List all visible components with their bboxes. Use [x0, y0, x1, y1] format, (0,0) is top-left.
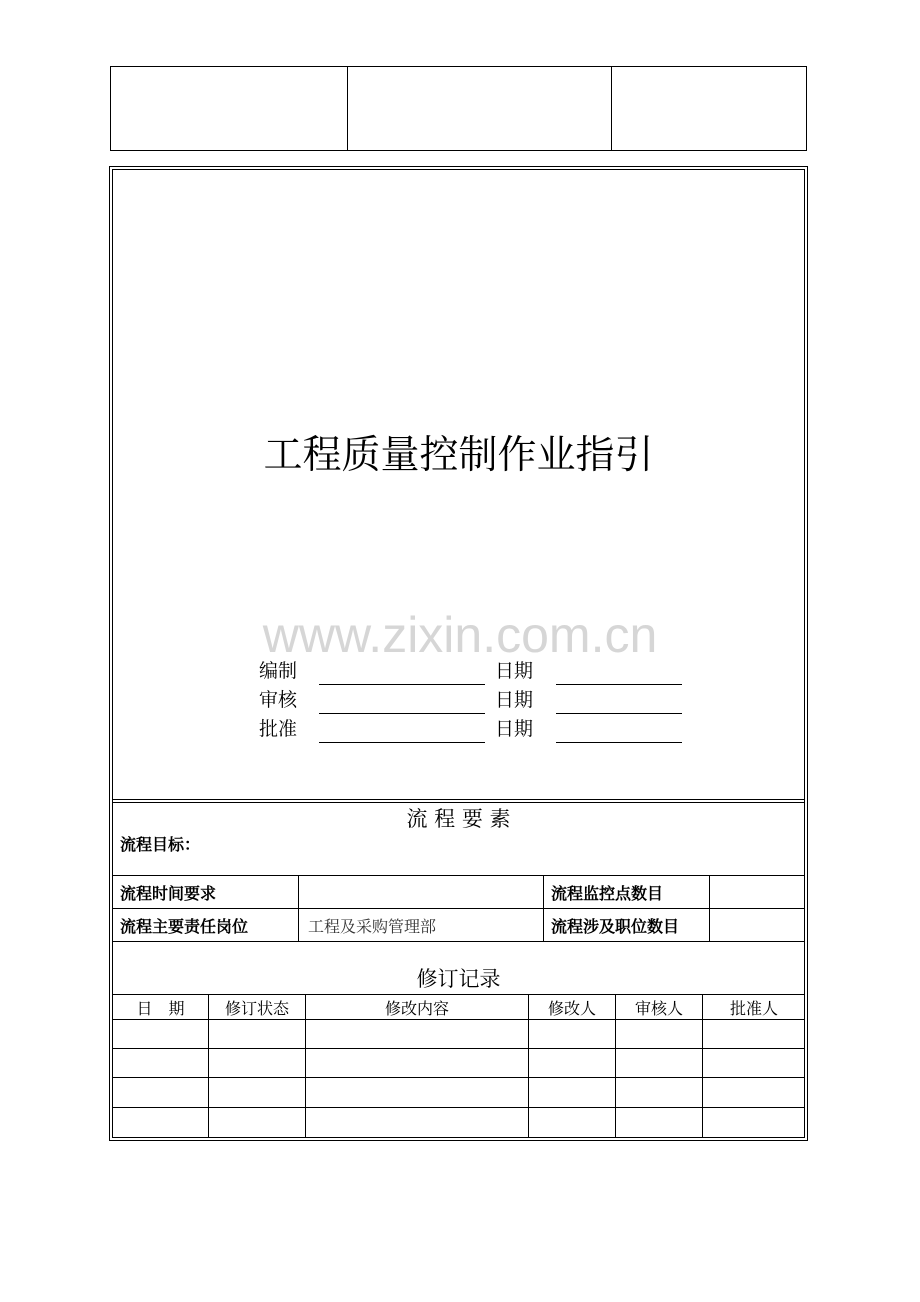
signoff-row-1 [0, 657, 920, 686]
process-goal-label: 流程目标： [120, 835, 201, 854]
signoff-role: 编制 [259, 660, 298, 682]
section-divider [112, 802, 805, 803]
process-owner-value: 工程及采购管理部 [308, 916, 437, 936]
revision-col-date: 日 期 [136, 998, 185, 1018]
table-row [113, 1049, 805, 1077]
process-monitor-value [714, 876, 804, 908]
row-divider [112, 941, 805, 942]
date-line [556, 713, 682, 714]
signature-line [319, 742, 485, 743]
header-box-2 [348, 67, 612, 150]
revision-col-status: 修订状态 [224, 998, 289, 1018]
table-row [113, 1020, 805, 1048]
watermark: www.zixin.com.cn [262, 607, 658, 663]
date-line [556, 684, 682, 685]
signoff-date-label: 日期 [495, 660, 534, 682]
revision-col-content: 修改内容 [384, 998, 449, 1018]
signature-line [319, 684, 485, 685]
revision-col-approver: 批准人 [729, 998, 778, 1018]
signoff-role: 批准 [259, 718, 298, 740]
process-time-value [308, 876, 538, 908]
table-row [113, 1108, 805, 1137]
col-divider [543, 875, 544, 941]
process-time-label: 流程时间要求 [120, 883, 217, 903]
signoff-date-label: 日期 [495, 689, 534, 711]
header-box-3 [612, 67, 806, 150]
revision-heading: 修订记录 [416, 967, 501, 991]
header-table [110, 66, 807, 151]
col-divider [709, 875, 710, 941]
signoff-row-2 [0, 686, 920, 715]
signature-line [319, 713, 485, 714]
process-positions-value [714, 909, 804, 941]
date-line [556, 742, 682, 743]
process-owner-label: 流程主要责任岗位 [120, 916, 249, 936]
revision-col-reviewer: 审核人 [634, 998, 683, 1018]
process-positions-label: 流程涉及职位数目 [551, 916, 680, 936]
process-heading: 流 程 要 素 [406, 807, 511, 831]
col-divider [298, 875, 299, 941]
signoff-date-label: 日期 [495, 718, 534, 740]
section-divider [112, 799, 805, 800]
header-box-1 [111, 67, 348, 150]
table-row [113, 1078, 805, 1107]
revision-col-modifier: 修改人 [547, 998, 596, 1018]
signoff-role: 审核 [259, 689, 298, 711]
document-title: 工程质量控制作业指引 [263, 433, 654, 478]
signoff-row-3 [0, 715, 920, 744]
process-monitor-label: 流程监控点数目 [551, 883, 664, 903]
